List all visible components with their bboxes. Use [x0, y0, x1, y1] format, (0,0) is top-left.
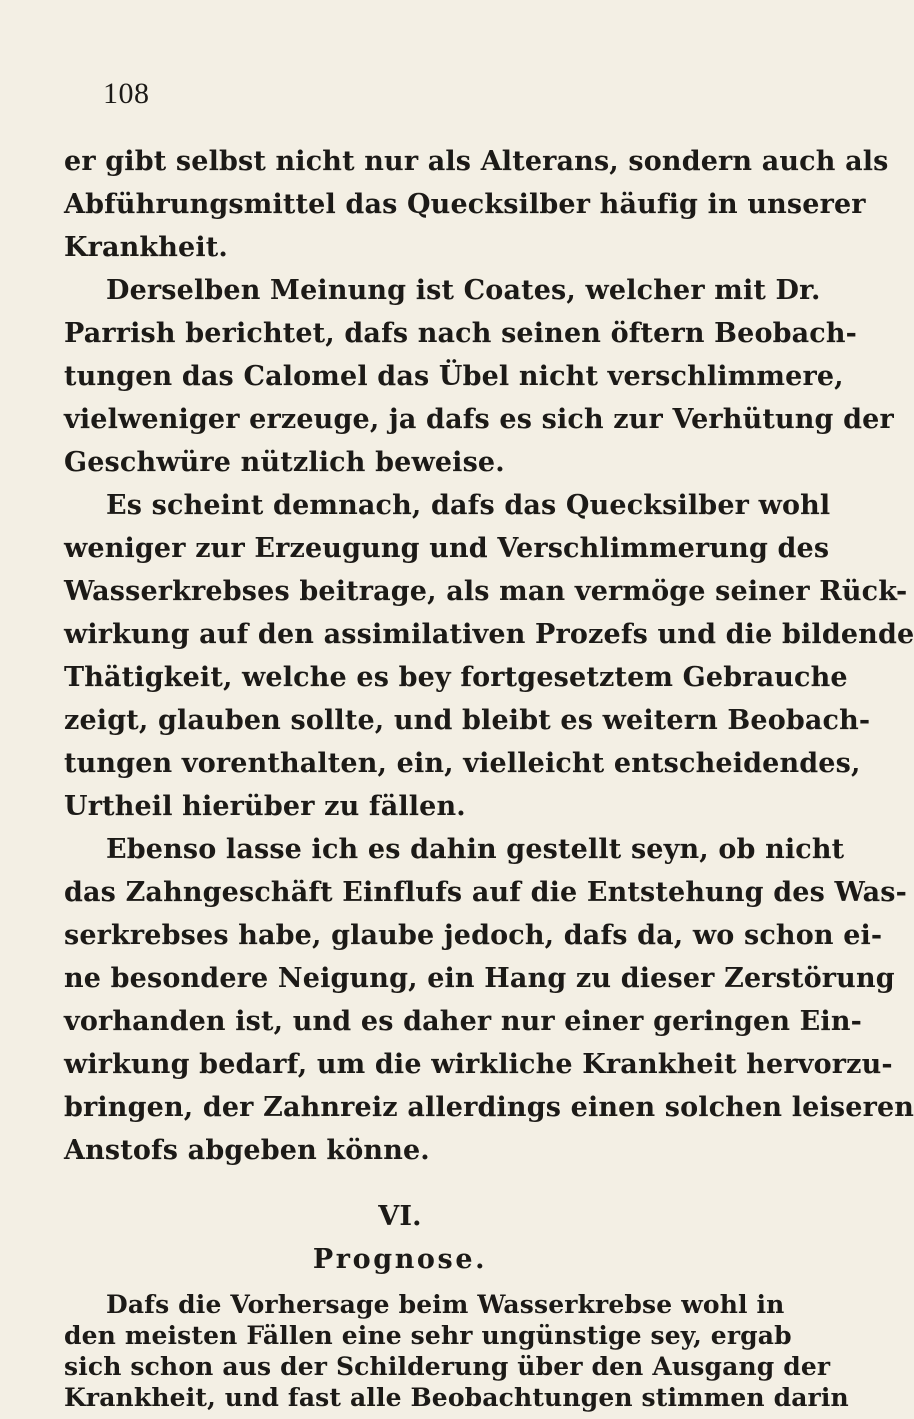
text-line: Wasserkrebses beitrage, als man vermöge seiner Rück-	[64, 576, 908, 607]
text-line: serkrebses habe, glaube jedoch, dafs da, wo schon ei-	[64, 920, 883, 951]
text-line: Krankheit.	[64, 232, 228, 263]
text-line: Geschwüre nützlich beweise.	[64, 447, 505, 478]
text-line: Urtheil hierüber zu fällen.	[64, 791, 466, 822]
text-line: Derselben Meinung ist Coates, welcher mit Dr.	[106, 275, 821, 306]
text-line: er gibt selbst nicht nur als Alterans, sondern auch als	[64, 146, 889, 177]
section-number: VI.	[378, 1201, 422, 1232]
text-line: vorhanden ist, und es daher nur einer geringen Ein-	[64, 1006, 862, 1037]
text-line: Thätigkeit, welche es bey fortgesetztem Gebrauche	[64, 662, 848, 693]
text-line: sich schon aus der Schilderung über den Ausgang der	[64, 1352, 831, 1381]
text-line: Parrish berichtet, dafs nach seinen öftern Beobach-	[64, 318, 858, 349]
text-line: Anstofs abgeben könne.	[64, 1135, 430, 1166]
text-line: Abführungsmittel das Quecksilber häufig in unserer	[64, 189, 866, 220]
text-line: Es scheint demnach, dafs das Quecksilber wohl	[106, 490, 831, 521]
text-line: weniger zur Erzeugung und Verschlimmerung des	[64, 533, 830, 564]
text-line: Ebenso lasse ich es dahin gestellt seyn, ob nicht	[106, 834, 845, 865]
text-line: zeigt, glauben sollte, und bleibt es weitern Beobach-	[64, 705, 871, 736]
text-line: das Zahngeschäft Einflufs auf die Entstehung des Was-	[64, 877, 907, 908]
text-line: bringen, der Zahnreiz allerdings einen solchen leiseren	[64, 1092, 914, 1123]
text-line: Dafs die Vorhersage beim Wasserkrebse wohl in	[106, 1290, 785, 1319]
text-line: tungen vorenthalten, ein, vielleicht entscheidendes,	[64, 748, 861, 779]
text-line: ne besondere Neigung, ein Hang zu dieser Zerstörung	[64, 963, 895, 994]
text-line: den meisten Fällen eine sehr ungünstige sey, ergab	[64, 1321, 792, 1350]
text-line: Krankheit, und fast alle Beobachtungen stimmen darin	[64, 1383, 849, 1412]
page-number: 108	[103, 77, 150, 110]
text-line: tungen das Calomel das Übel nicht verschlimmere,	[64, 361, 844, 392]
text-line: vielweniger erzeuge, ja dafs es sich zur Verhütung der	[64, 404, 894, 435]
text-line: wirkung bedarf, um die wirkliche Krankheit hervorzu-	[64, 1049, 893, 1080]
text-line: wirkung auf den assimilativen Prozefs und die bildende	[64, 619, 914, 650]
section-title: Prognose.	[312, 1244, 488, 1275]
